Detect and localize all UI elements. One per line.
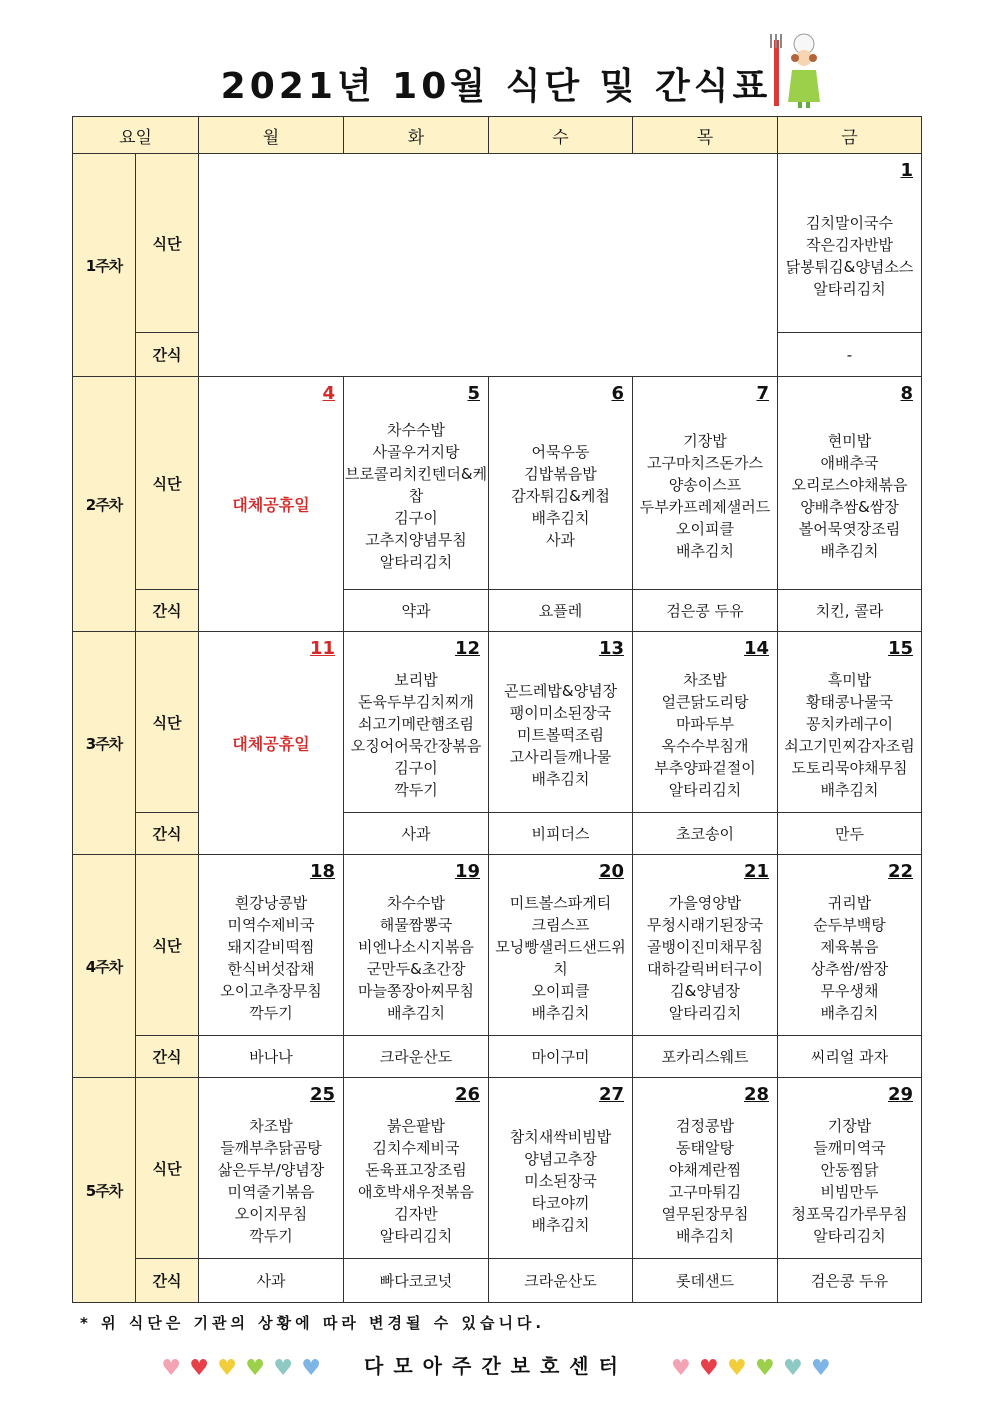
meal-cell — [489, 855, 633, 1036]
header-weekday-label: 요일 — [73, 117, 199, 154]
meal-cell — [344, 1078, 489, 1259]
menu-item: 대하갈릭버터구이 — [647, 960, 763, 978]
menu-item: 기장밥 — [827, 1117, 872, 1135]
menu-item: 브로콜리치킨텐더&케찹 — [344, 465, 488, 505]
menu-item: 차수수밥 — [387, 894, 445, 912]
menu-items — [778, 430, 921, 562]
day-number: 5 — [467, 383, 481, 404]
menu-item: 무청시래기된장국 — [647, 916, 763, 934]
menu-item: 감자튀김&케첩 — [511, 487, 610, 505]
week-label: 1주차 — [73, 154, 136, 377]
heart-icon: ♥ — [273, 1355, 293, 1381]
menu-item: 야채계란찜 — [668, 1161, 742, 1179]
heart-icon: ♥ — [189, 1355, 209, 1381]
day-number: 22 — [887, 861, 914, 882]
menu-item: 오이고추장무침 — [220, 982, 322, 1000]
menu-item: 순두부백탕 — [813, 916, 886, 934]
menu-item: 모닝빵샐러드샌드위치 — [495, 938, 626, 978]
menu-item: 오리로스야채볶음 — [791, 476, 908, 494]
meal-cell — [633, 377, 778, 590]
heart-icon: ♥ — [301, 1355, 321, 1381]
menu-table — [72, 116, 922, 1303]
menu-items — [778, 212, 921, 300]
menu-item: 차조밥 — [683, 671, 727, 689]
heart-icon: ♥ — [699, 1355, 719, 1381]
menu-item: 보리밥 — [394, 671, 438, 689]
meal-row-label: 식단 — [136, 1078, 199, 1259]
menu-item: 동태알탕 — [676, 1139, 734, 1157]
header-day: 월 — [199, 117, 344, 154]
menu-item: 애호박새우젓볶음 — [358, 1183, 474, 1201]
menu-item: 깍두기 — [249, 1004, 293, 1022]
meal-cell — [199, 855, 344, 1036]
meal-cell — [344, 377, 489, 590]
heart-icon: ♥ — [811, 1355, 831, 1381]
meal-row-label: 식단 — [136, 632, 199, 813]
menu-item: 타코야끼 — [531, 1194, 590, 1212]
menu-items — [489, 441, 632, 551]
menu-item: 가을영양밥 — [668, 894, 742, 912]
day-number: 13 — [598, 638, 625, 659]
chef-illustration — [760, 30, 830, 110]
menu-item: 청포묵김가루무침 — [791, 1205, 908, 1223]
week-meal-row — [73, 377, 922, 590]
menu-item: 어묵우동 — [531, 443, 590, 461]
snack-cell: 검은콩 두유 — [633, 590, 778, 632]
snack-cell: 마이구미 — [489, 1036, 633, 1078]
menu-item: 배추김치 — [676, 542, 734, 560]
menu-item: 작은김자반밥 — [806, 236, 893, 254]
heart-icon: ♥ — [755, 1355, 775, 1381]
menu-item: 황태콩나물국 — [806, 693, 893, 711]
meal-cell — [489, 632, 633, 813]
menu-item: 돈육두부김치찌개 — [358, 693, 474, 711]
menu-item: 한식버섯잡채 — [227, 960, 315, 978]
heart-icon: ♥ — [783, 1355, 803, 1381]
day-number: 26 — [454, 1084, 481, 1105]
snack-cell: 바나나 — [199, 1036, 344, 1078]
menu-item: 삶은두부/양념장 — [217, 1161, 325, 1179]
menu-item: 귀리밥 — [827, 894, 872, 912]
page-title: 2021년 10월 식단 및 간식표 — [220, 66, 772, 107]
heart-icon: ♥ — [245, 1355, 265, 1381]
menu-item: 고추지양념무침 — [365, 531, 467, 549]
menu-item: 안동찜닭 — [820, 1161, 879, 1179]
snack-cell: 빠다코코넛 — [344, 1259, 489, 1303]
menu-items — [344, 892, 488, 1024]
heart-icon: ♥ — [727, 1355, 747, 1381]
day-number: 29 — [887, 1084, 914, 1105]
footer — [0, 1350, 992, 1380]
menu-items — [778, 669, 921, 801]
menu-item: 김자반 — [394, 1205, 438, 1223]
snack-cell: 초코송이 — [633, 813, 778, 855]
menu-item: 제육볶음 — [820, 938, 879, 956]
menu-items — [633, 430, 777, 562]
snack-cell: 요플레 — [489, 590, 633, 632]
snack-cell: 치킨, 콜라 — [778, 590, 922, 632]
menu-items — [778, 892, 921, 1024]
day-number: 14 — [743, 638, 770, 659]
meal-row-label: 식단 — [136, 855, 199, 1036]
meal-cell — [778, 855, 922, 1036]
menu-item: 미트볼떡조림 — [517, 726, 604, 744]
snack-cell: 사과 — [344, 813, 489, 855]
notice-text: * 위 식단은 기관의 상황에 따라 변경될 수 있습니다. — [80, 1314, 546, 1332]
day-number: 4 — [322, 383, 336, 404]
menu-item: 양배추쌈&쌈장 — [800, 498, 899, 516]
menu-item: 김치수제비국 — [372, 1139, 460, 1157]
day-number: 27 — [598, 1084, 625, 1105]
menu-item: 비엔나소시지볶음 — [358, 938, 474, 956]
snack-row-label: 간식 — [136, 1036, 199, 1078]
menu-items — [633, 892, 777, 1024]
meal-cell — [633, 1078, 778, 1259]
menu-item: 해물짬뽕국 — [379, 916, 453, 934]
menu-item: 옥수수부침개 — [661, 737, 749, 755]
snack-cell: 사과 — [199, 1259, 344, 1303]
menu-item: 돼지갈비떡찜 — [227, 938, 315, 956]
menu-item: 두부카프레제샐러드 — [639, 498, 771, 516]
menu-item: 오이지무침 — [234, 1205, 308, 1223]
menu-item: 사골우거지탕 — [372, 443, 460, 461]
menu-item: 곤드레밥&양념장 — [503, 682, 618, 700]
menu-item: 마늘쫑장아찌무침 — [358, 982, 474, 1000]
menu-item: 배추김치 — [531, 1216, 590, 1234]
meal-cell — [633, 855, 778, 1036]
hearts-decoration-right — [667, 1356, 835, 1380]
meal-cell — [778, 154, 922, 333]
menu-item: 붉은팥밥 — [387, 1117, 445, 1135]
menu-item: 쇠고기메란햄조림 — [358, 715, 474, 733]
meal-cell — [489, 377, 633, 590]
menu-items — [489, 892, 632, 1024]
menu-items — [344, 419, 488, 573]
snack-row-label: 간식 — [136, 1259, 199, 1303]
menu-item: 쇠고기민찌감자조림 — [784, 737, 915, 755]
menu-items — [489, 680, 632, 790]
meal-cell — [344, 855, 489, 1036]
menu-item: 배추김치 — [531, 509, 590, 527]
menu-item: 닭봉튀김&양념소스 — [785, 258, 914, 276]
menu-items — [199, 1115, 343, 1247]
meal-cell — [199, 632, 344, 855]
menu-item: 알타리김치 — [379, 1227, 453, 1245]
week-meal-row — [73, 855, 922, 1036]
menu-items — [489, 1126, 632, 1236]
snack-cell: 검은콩 두유 — [778, 1259, 922, 1303]
menu-item: 미트볼스파게티 — [509, 894, 612, 912]
week-snack-row — [73, 1259, 922, 1303]
menu-items — [778, 1115, 921, 1247]
menu-item: 배추김치 — [531, 770, 590, 788]
menu-item: 돈육표고장조림 — [365, 1161, 467, 1179]
menu-item: 배추김치 — [820, 542, 879, 560]
menu-item: 참치새싹비빔밥 — [509, 1128, 612, 1146]
header-day: 수 — [489, 117, 633, 154]
day-number: 11 — [309, 638, 336, 659]
menu-item: 사과 — [546, 531, 575, 549]
menu-item: 검정콩밥 — [676, 1117, 734, 1135]
menu-item: 배추김치 — [820, 781, 879, 799]
holiday-label: 대체공휴일 — [232, 734, 310, 754]
meal-cell — [778, 1078, 922, 1259]
week-snack-row — [73, 1036, 922, 1078]
menu-item: 고사리들깨나물 — [509, 748, 612, 766]
menu-item: 배추김치 — [531, 1004, 590, 1022]
header-row — [73, 117, 922, 154]
meal-cell — [199, 377, 344, 632]
day-number: 19 — [454, 861, 481, 882]
menu-item: 현미밥 — [827, 432, 872, 450]
menu-item: 알타리김치 — [813, 1227, 886, 1245]
week-meal-row — [73, 632, 922, 813]
day-number: 25 — [309, 1084, 336, 1105]
meal-row-label: 식단 — [136, 377, 199, 590]
meal-cell — [489, 1078, 633, 1259]
heart-icon: ♥ — [671, 1355, 691, 1381]
header-day: 금 — [778, 117, 922, 154]
menu-item: 부추양파겉절이 — [654, 759, 756, 777]
menu-item: 열무된장무침 — [661, 1205, 749, 1223]
menu-item: 비빔만두 — [820, 1183, 879, 1201]
heart-icon: ♥ — [217, 1355, 237, 1381]
holiday-label: 대체공휴일 — [232, 495, 310, 515]
menu-item: 양념고추장 — [524, 1150, 597, 1168]
heart-icon: ♥ — [161, 1355, 181, 1381]
menu-item: 오징어어묵간장볶음 — [350, 737, 482, 755]
menu-item: 김구이 — [394, 759, 438, 777]
menu-item: 꽁치카레구이 — [806, 715, 893, 733]
menu-item: 김구이 — [394, 509, 438, 527]
snack-row-label: 간식 — [136, 813, 199, 855]
day-number: 20 — [598, 861, 625, 882]
menu-item: 깍두기 — [394, 781, 438, 799]
header-day: 목 — [633, 117, 778, 154]
meal-row-label: 식단 — [136, 154, 199, 333]
day-number: 15 — [887, 638, 914, 659]
meal-cell — [778, 632, 922, 813]
menu-item: 미소된장국 — [524, 1172, 597, 1190]
menu-item: 양송이스프 — [668, 476, 742, 494]
menu-item: 팽이미소된장국 — [509, 704, 612, 722]
menu-item: 차수수밥 — [387, 421, 445, 439]
week-label: 5주차 — [73, 1078, 136, 1303]
snack-cell: - — [778, 333, 922, 377]
meal-cell — [344, 632, 489, 813]
snack-cell: 포카리스웨트 — [633, 1036, 778, 1078]
menu-item: 김치말이국수 — [806, 214, 893, 232]
menu-item: 알타리김치 — [668, 1004, 742, 1022]
snack-cell: 롯데샌드 — [633, 1259, 778, 1303]
menu-item: 흰강낭콩밥 — [234, 894, 308, 912]
menu-item: 김&양념장 — [670, 982, 740, 1000]
menu-item: 배추김치 — [820, 1004, 879, 1022]
menu-item: 오이피클 — [531, 982, 590, 1000]
menu-item: 크림스프 — [531, 916, 590, 934]
menu-items — [344, 1115, 488, 1247]
week-label: 2주차 — [73, 377, 136, 632]
menu-item: 애배추국 — [820, 454, 879, 472]
menu-item: 상추쌈/쌈장 — [810, 960, 889, 978]
menu-item: 알타리김치 — [379, 553, 453, 571]
day-number: 18 — [309, 861, 336, 882]
menu-item: 마파두부 — [676, 715, 734, 733]
menu-item: 무우생채 — [820, 982, 879, 1000]
menu-item: 고구마치즈돈가스 — [647, 454, 763, 472]
meal-cell — [778, 377, 922, 590]
hearts-decoration-left — [157, 1356, 325, 1380]
week-meal-row — [73, 1078, 922, 1259]
day-number: 6 — [611, 383, 625, 404]
menu-items — [633, 669, 777, 801]
snack-cell: 비피더스 — [489, 813, 633, 855]
menu-item: 차조밥 — [249, 1117, 293, 1135]
center-name: 다모아주간보호센터 — [364, 1354, 628, 1378]
menu-item: 오이피클 — [676, 520, 734, 538]
menu-item: 김밥볶음밥 — [524, 465, 597, 483]
menu-item: 알타리김치 — [813, 280, 886, 298]
menu-item: 볼어묵엿장조림 — [798, 520, 901, 538]
menu-items — [199, 892, 343, 1024]
menu-item: 도토리묵야채무침 — [791, 759, 908, 777]
snack-row-label: 간식 — [136, 590, 199, 632]
snack-cell: 만두 — [778, 813, 922, 855]
header-day: 화 — [344, 117, 489, 154]
snack-cell: 크라운산도 — [344, 1036, 489, 1078]
snack-cell: 씨리얼 과자 — [778, 1036, 922, 1078]
menu-item: 배추김치 — [676, 1227, 734, 1245]
menu-item: 미역수제비국 — [227, 916, 315, 934]
week-label: 3주차 — [73, 632, 136, 855]
menu-items — [344, 669, 488, 801]
meal-cell — [633, 632, 778, 813]
menu-item: 배추김치 — [387, 1004, 445, 1022]
day-number: 8 — [900, 383, 914, 404]
day-number: 21 — [743, 861, 770, 882]
menu-items — [633, 1115, 777, 1247]
menu-item: 들깨부추닭곰탕 — [220, 1139, 322, 1157]
week-meal-row — [73, 154, 922, 333]
day-number: 12 — [454, 638, 481, 659]
menu-item: 골뱅이진미채무침 — [647, 938, 763, 956]
menu-item: 들깨미역국 — [813, 1139, 886, 1157]
snack-cell: 크라운산도 — [489, 1259, 633, 1303]
menu-item: 기장밥 — [683, 432, 727, 450]
day-number: 28 — [743, 1084, 770, 1105]
day-number: 1 — [900, 160, 914, 181]
empty-cell — [199, 154, 778, 377]
week-label: 4주차 — [73, 855, 136, 1078]
day-number: 7 — [756, 383, 770, 404]
meal-cell — [199, 1078, 344, 1259]
menu-item: 고구마튀김 — [668, 1183, 742, 1201]
menu-item: 흑미밥 — [827, 671, 872, 689]
snack-row-label: 간식 — [136, 333, 199, 377]
snack-cell: 약과 — [344, 590, 489, 632]
menu-item: 얼큰닭도리탕 — [661, 693, 749, 711]
menu-item: 알타리김치 — [668, 781, 742, 799]
menu-item: 깍두기 — [249, 1227, 293, 1245]
menu-item: 군만두&초간장 — [366, 960, 466, 978]
menu-item: 미역줄기볶음 — [227, 1183, 315, 1201]
